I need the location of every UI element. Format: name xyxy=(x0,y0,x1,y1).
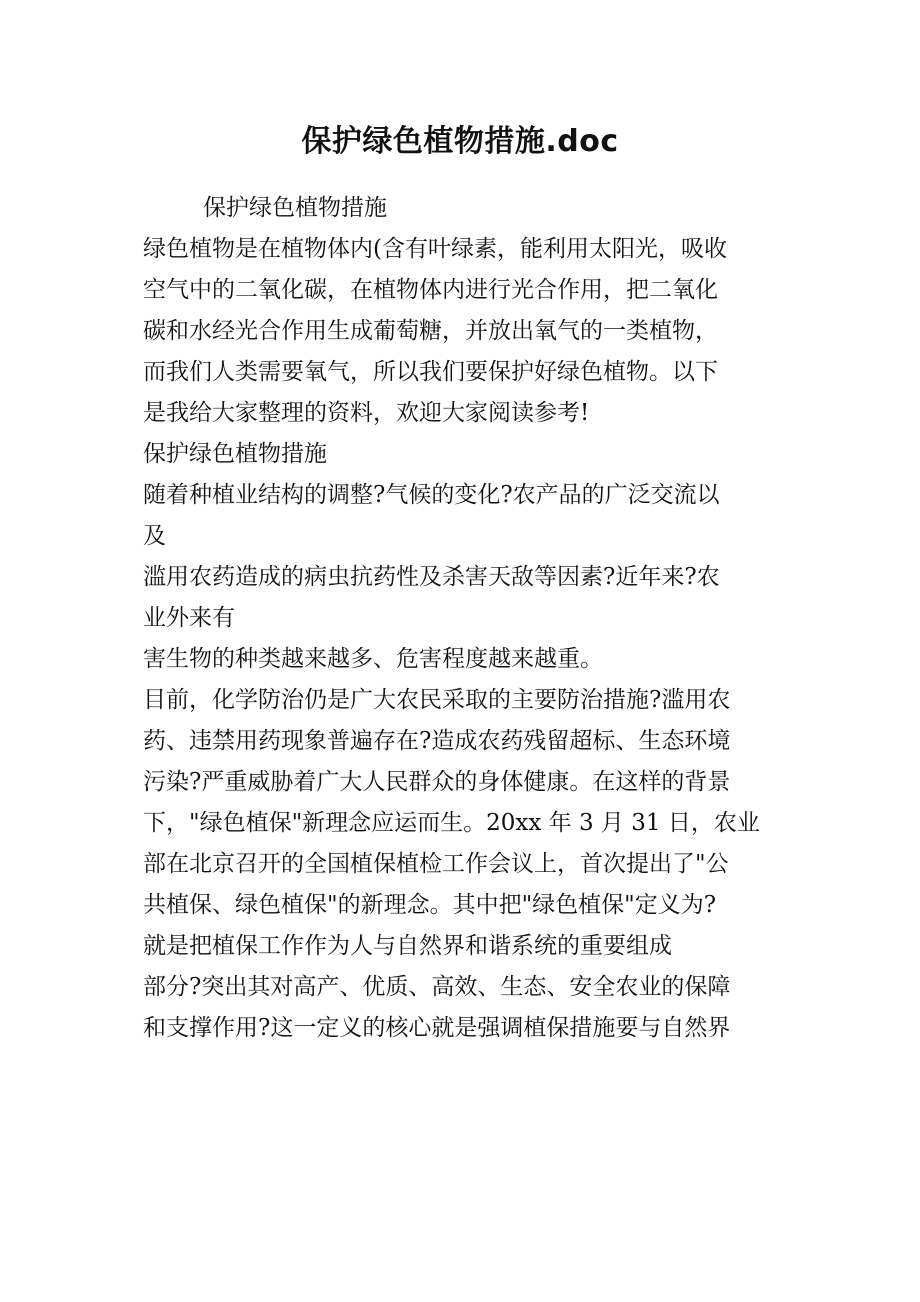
text-line: 共植保、绿色植保"的新理念。其中把"绿色植保"定义为? xyxy=(143,892,717,918)
text-line: 滥用农药造成的病虫抗药性及杀害天敌等因素?近年来?农 xyxy=(143,564,720,590)
text-line: 药、违禁用药现象普遍存在?造成农药残留超标、生态环境 xyxy=(143,728,731,754)
text-line: 部分?突出其对高产、优质、高效、生态、安全农业的保障 xyxy=(143,974,731,1000)
text-line: 害生物的种类越来越多、危害程度越来越重。 xyxy=(143,646,603,672)
text-line: 碳和水经光合作用生成葡萄糖，并放出氧气的一类植物， xyxy=(143,318,718,344)
text-line: 就是把植保工作作为人与自然界和谐系统的重要组成 xyxy=(143,933,672,959)
document-body xyxy=(143,188,783,1049)
text-line: 下，"绿色植保"新理念应运而生。20xx 年 3 月 31 日，农业 xyxy=(143,810,760,836)
text-line: 部在北京召开的全国植保植检工作会议上，首次提出了"公 xyxy=(143,851,729,877)
text-line: 绿色植物是在植物体内(含有叶绿素，能利用太阳光，吸收 xyxy=(143,236,727,262)
text-line: 目前，化学防治仍是广大农民采取的主要防治措施?滥用农 xyxy=(143,687,731,713)
document-title: 保护绿色植物措施.doc xyxy=(301,124,619,159)
text-line: 空气中的二氧化碳，在植物体内进行光合作用，把二氧化 xyxy=(143,277,718,303)
text-line: 随着种植业结构的调整?气候的变化?农产品的广泛交流以 xyxy=(143,482,720,508)
section-heading: 保护绿色植物措施 xyxy=(143,441,327,467)
text-line: 而我们人类需要氧气，所以我们要保护好绿色植物。以下 xyxy=(143,359,718,385)
text-line: 及 xyxy=(143,523,166,549)
text-line: 是我给大家整理的资料，欢迎大家阅读参考! xyxy=(143,400,590,426)
text-line: 和支撑作用?这一定义的核心就是强调植保措施要与自然界 xyxy=(143,1015,731,1041)
text-line: 业外来有 xyxy=(143,605,235,631)
text-line: 污染?严重威胁着广大人民群众的身体健康。在这样的背景 xyxy=(143,769,731,795)
section-heading: 保护绿色植物措施 xyxy=(203,195,387,221)
